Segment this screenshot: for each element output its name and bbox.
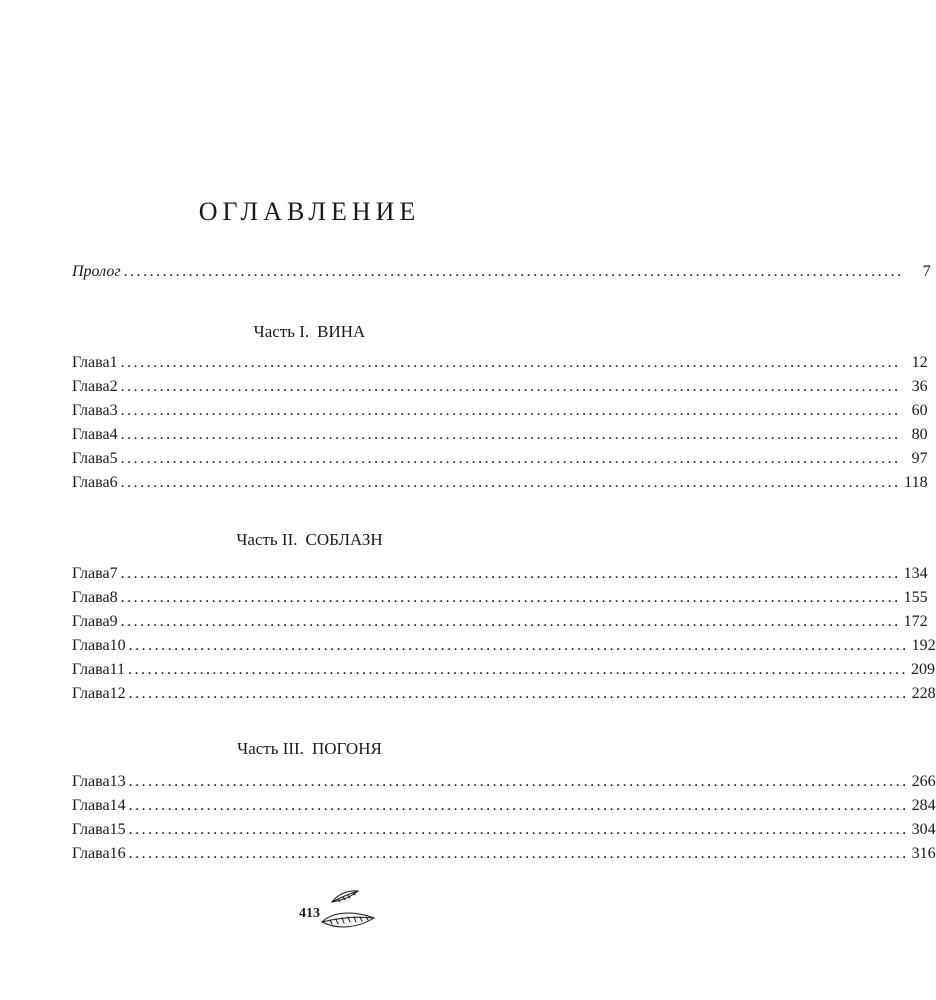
toc-entry-label: Глава <box>72 661 110 678</box>
toc-entry-number: 9 <box>109 613 118 630</box>
part-heading-3 <box>0 739 619 759</box>
toc-entry-chapter <box>72 613 928 637</box>
toc-entry-page: 97 <box>911 450 928 467</box>
toc-entry-number: 12 <box>109 685 126 702</box>
toc-leader-dots: ........................................................................................................................ <box>120 402 901 419</box>
toc-entry-chapter <box>72 402 928 426</box>
toc-entry-page: 12 <box>911 354 928 371</box>
toc-entry-label: Глава <box>72 354 110 371</box>
part-heading-1 <box>0 322 619 342</box>
toc-entry-label: Глава <box>72 685 110 702</box>
toc-entry-page: 304 <box>911 821 936 838</box>
toc-entry-number: 8 <box>109 589 118 606</box>
toc-leader-dots: ........................................................................................................................ <box>120 450 901 467</box>
toc-leader-dots: ........................................................................................................................ <box>120 426 901 443</box>
toc-entry-number: 5 <box>109 450 118 467</box>
toc-entry-number: 6 <box>109 474 118 491</box>
toc-entry-number: 10 <box>109 637 126 654</box>
toc-entry-number: 13 <box>109 773 126 790</box>
toc-entry-chapter <box>72 474 928 498</box>
toc-entry-number: 4 <box>109 426 118 443</box>
toc-leader-dots: ........................................................................................................................ <box>128 797 909 814</box>
toc-leader-dots: ........................................................................................................................ <box>120 378 901 395</box>
toc-entry-number: 16 <box>109 845 126 862</box>
toc-entry-chapter <box>72 821 936 845</box>
toc-entry-label: Глава <box>72 821 110 838</box>
toc-entry-number: 1 <box>109 354 118 371</box>
toc-entry-label: Глава <box>72 613 110 630</box>
toc-entry-chapter <box>72 378 928 402</box>
toc-entry-number: 15 <box>109 821 126 838</box>
toc-leader-dots: ........................................................................................................................ <box>120 474 901 491</box>
toc-entry-chapter <box>72 845 936 869</box>
toc-entry-number: 7 <box>109 565 118 582</box>
toc-entry-label: Глава <box>72 474 110 491</box>
toc-entry-label: Глава <box>72 773 110 790</box>
toc-entry-page: 7 <box>922 263 931 280</box>
toc-entry-page: 60 <box>911 402 928 419</box>
toc-entry-page: 134 <box>903 565 928 582</box>
toc-entry-label: Пролог <box>72 263 121 280</box>
toc-entry-page: 192 <box>911 637 936 654</box>
part-heading-2 <box>0 530 619 550</box>
toc-entry-chapter <box>72 450 928 474</box>
toc-entry-chapter <box>72 661 935 685</box>
toc-leader-dots: ........................................................................................................................ <box>128 821 909 838</box>
toc-entry-prologue <box>72 263 931 287</box>
toc-entry-label: Глава <box>72 378 110 395</box>
footer-page-number: 413 <box>299 906 320 921</box>
toc-entry-chapter <box>72 565 928 589</box>
toc-entry-label: Глава <box>72 589 110 606</box>
toc-leader-dots: ........................................................................................................................ <box>120 589 901 606</box>
toc-entry-chapter <box>72 426 928 450</box>
toc-entry-chapter <box>72 685 936 709</box>
toc-entry-label: Глава <box>72 845 110 862</box>
toc-entry-page: 155 <box>903 589 928 606</box>
toc-leader-dots: ........................................................................................................................ <box>127 661 908 678</box>
part-name: ВИНА <box>317 322 366 341</box>
toc-entry-page: 36 <box>911 378 928 395</box>
toc-entry-page: 209 <box>910 661 935 678</box>
toc-leader-dots: ........................................................................................................................ <box>128 845 909 862</box>
toc-entry-number: 11 <box>109 661 125 678</box>
toc-entry-page: 266 <box>911 773 936 790</box>
toc-entry-chapter <box>72 773 936 797</box>
part-prefix: Часть I. <box>253 322 310 341</box>
part-name: СОБЛАЗН <box>305 530 383 549</box>
toc-entry-label: Глава <box>72 565 110 582</box>
toc-leader-dots: ........................................................................................................................ <box>120 354 901 371</box>
toc-entry-page: 172 <box>903 613 928 630</box>
feather-icon <box>318 888 380 934</box>
toc-leader-dots: ........................................................................................................................ <box>128 773 909 790</box>
toc-entry-label: Глава <box>72 637 110 654</box>
toc-entry-page: 284 <box>911 797 936 814</box>
part-prefix: Часть II. <box>236 530 298 549</box>
toc-leader-dots: ........................................................................................................................ <box>123 263 904 280</box>
toc-leader-dots: ........................................................................................................................ <box>120 565 901 582</box>
toc-leader-dots: ........................................................................................................................ <box>128 685 909 702</box>
toc-entry-number: 14 <box>109 797 126 814</box>
part-name: ПОГОНЯ <box>311 739 382 758</box>
toc-entry-chapter <box>72 589 928 613</box>
toc-entry-chapter <box>72 637 936 661</box>
toc-entry-page: 80 <box>911 426 928 443</box>
toc-entry-chapter <box>72 797 936 821</box>
toc-entry-label: Глава <box>72 450 110 467</box>
toc-entry-label: Глава <box>72 402 110 419</box>
toc-entry-chapter <box>72 354 928 378</box>
toc-entry-page: 228 <box>911 685 936 702</box>
toc-entry-page: 316 <box>911 845 936 862</box>
toc-entry-number: 3 <box>109 402 118 419</box>
toc-entry-label: Глава <box>72 426 110 443</box>
toc-leader-dots: ........................................................................................................................ <box>120 613 901 630</box>
toc-entry-page: 118 <box>904 474 928 491</box>
part-prefix: Часть III. <box>237 739 304 758</box>
toc-entry-label: Глава <box>72 797 110 814</box>
toc-entry-number: 2 <box>109 378 118 395</box>
page-title: ОГЛАВЛЕНИЕ <box>198 197 421 227</box>
toc-leader-dots: ........................................................................................................................ <box>128 637 909 654</box>
